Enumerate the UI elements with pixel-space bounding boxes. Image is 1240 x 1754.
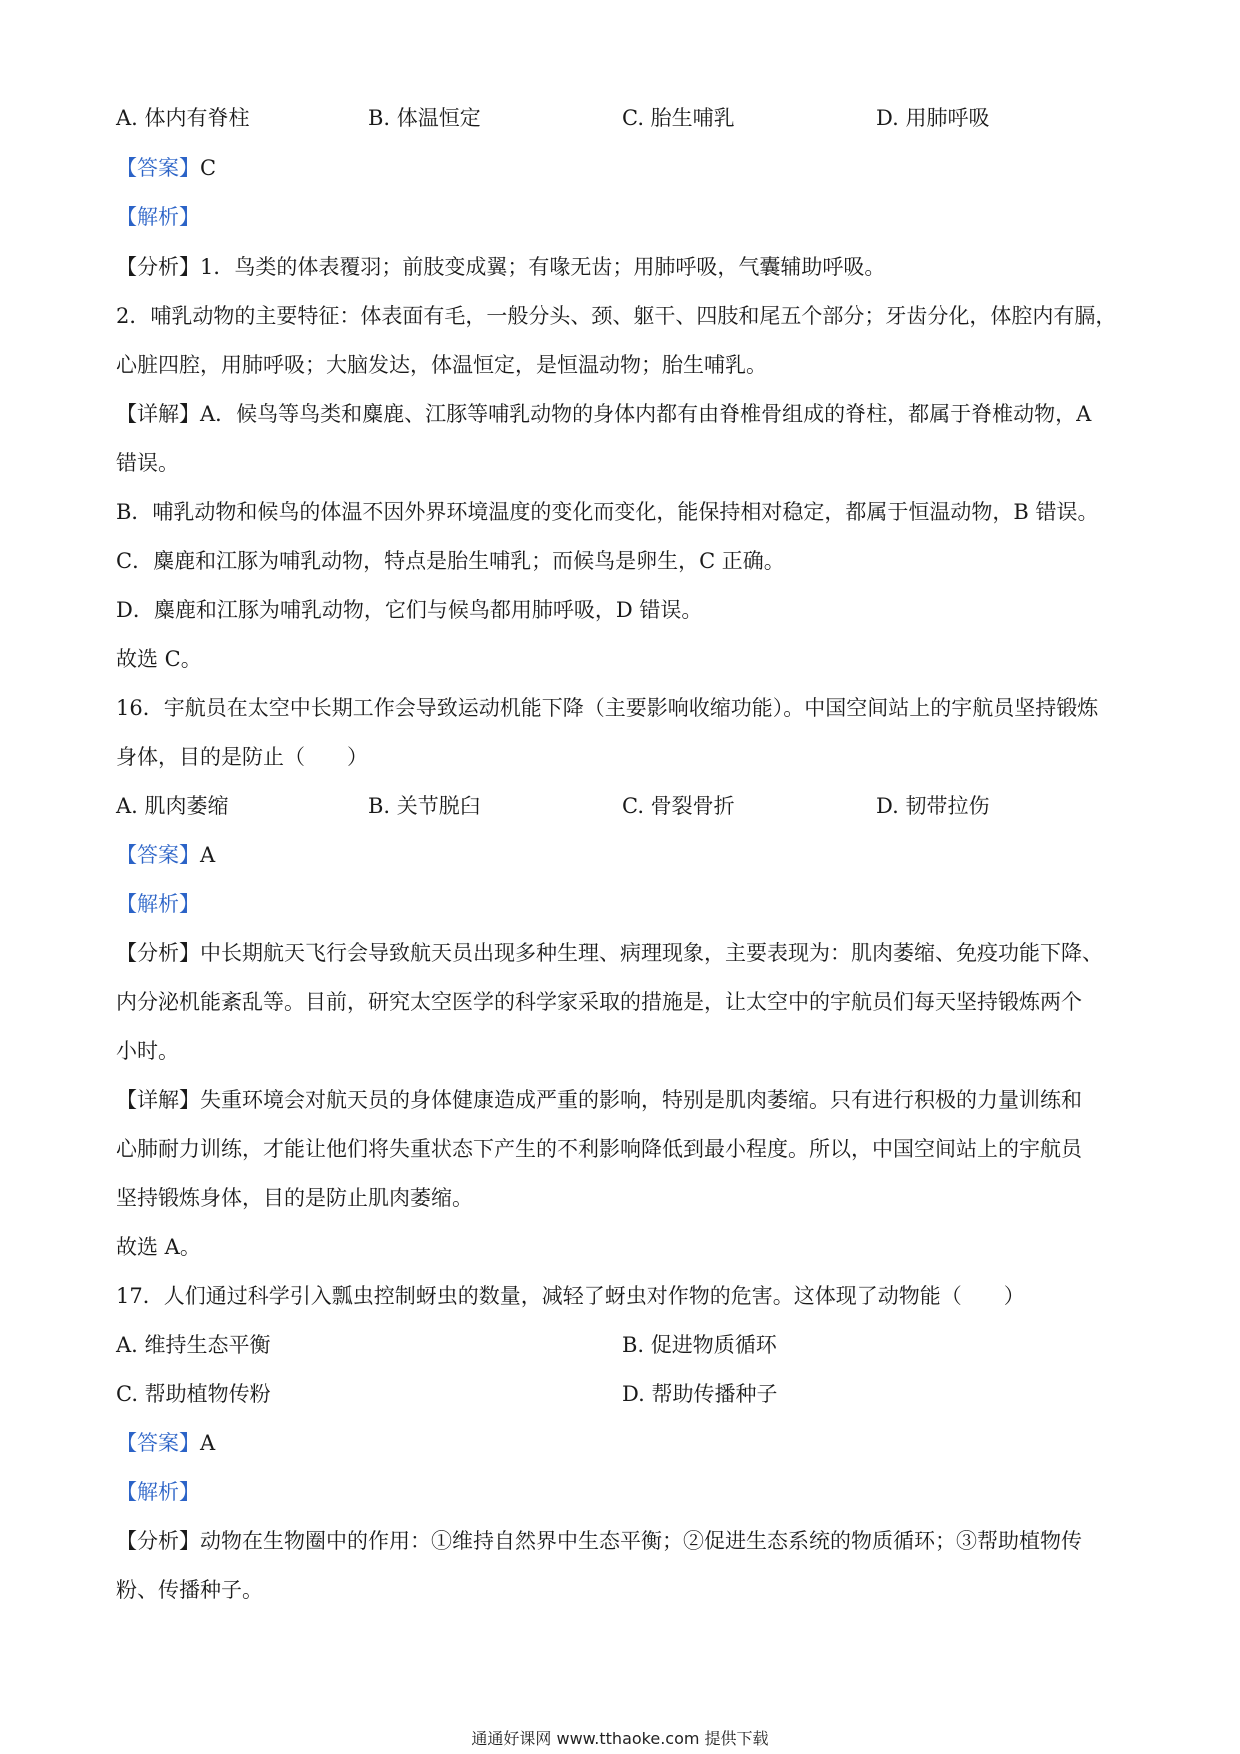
q15-option-c: C. 胎生哺乳 xyxy=(622,106,735,130)
q17-option-d: D. 帮助传播种子 xyxy=(622,1382,778,1406)
q15-choice: 故选 C。 xyxy=(116,647,202,671)
page-footer: 通通好课网 www.tthaoke.com 提供下载 xyxy=(471,1729,769,1748)
analysis-tag: 【解析】 xyxy=(116,205,200,229)
q16-option-a: A. 肌肉萎缩 xyxy=(116,794,229,818)
q17-fenxi-line2: 粉、传播种子。 xyxy=(116,1578,263,1602)
q16-option-b: B. 关节脱臼 xyxy=(368,794,481,818)
answer-tag: 【答案】 xyxy=(116,1431,200,1455)
q16-xiangjie-line3: 坚持锻炼身体，目的是防止肌肉萎缩。 xyxy=(116,1186,473,1210)
q16-option-c: C. 骨裂骨折 xyxy=(622,794,735,818)
q15-xiangjie-line1 xyxy=(116,400,1136,428)
fenxi-text: 1．鸟类的体表覆羽；前肢变成翼；有喙无齿；用肺呼吸，气囊辅助呼吸。 xyxy=(200,255,886,279)
q17-analysis-heading xyxy=(116,1478,1136,1506)
q15-xiangjie-c: C．麋鹿和江豚为哺乳动物，特点是胎生哺乳；而候鸟是卵生，C 正确。 xyxy=(116,549,785,573)
q16-stem-line1: 16．宇航员在太空中长期工作会导致运动机能下降（主要影响收缩功能）。中国空间站上的宇航员坚持锻炼 xyxy=(116,696,1099,720)
answer-value: A xyxy=(200,843,216,867)
q16-xiangjie-line1 xyxy=(116,1086,1136,1114)
answer-tag: 【答案】 xyxy=(116,156,200,180)
q15-option-b: B. 体温恒定 xyxy=(368,106,481,130)
analysis-tag: 【解析】 xyxy=(116,1480,200,1504)
q16-stem-line2: 身体，目的是防止（ ） xyxy=(116,745,368,769)
xiangjie-text: A．候鸟等鸟类和麋鹿、江豚等哺乳动物的身体内都有由脊椎骨组成的脊柱，都属于脊椎动物，A xyxy=(200,402,1092,426)
q17-stem: 17．人们通过科学引入瓢虫控制蚜虫的数量，减轻了蚜虫对作物的危害。这体现了动物能（ ） xyxy=(116,1284,1025,1308)
q15-fenxi-2-line2: 心脏四腔，用肺呼吸；大脑发达，体温恒定，是恒温动物；胎生哺乳。 xyxy=(116,353,767,377)
q15-answer xyxy=(116,154,1136,182)
q16-choice: 故选 A。 xyxy=(116,1235,201,1259)
xiangjie-text: 失重环境会对航天员的身体健康造成严重的影响，特别是肌肉萎缩。只有进行积极的力量训练和 xyxy=(200,1088,1082,1112)
analysis-tag: 【解析】 xyxy=(116,892,200,916)
q15-fenxi-1 xyxy=(116,253,1136,281)
q17-answer xyxy=(116,1429,1136,1457)
q16-answer xyxy=(116,841,1136,869)
answer-tag: 【答案】 xyxy=(116,843,200,867)
answer-value: A xyxy=(200,1431,216,1455)
q15-analysis-heading xyxy=(116,203,1136,231)
q15-option-d: D. 用肺呼吸 xyxy=(876,106,990,130)
q16-option-d: D. 韧带拉伤 xyxy=(876,794,990,818)
q15-xiangjie-line2: 错误。 xyxy=(116,451,179,475)
fenxi-text: 动物在生物圈中的作用：①维持自然界中生态平衡；②促进生态系统的物质循环；③帮助植物传 xyxy=(200,1529,1082,1553)
q16-analysis-heading xyxy=(116,890,1136,918)
fenxi-tag: 【分析】 xyxy=(116,255,200,279)
q15-xiangjie-b: B．哺乳动物和候鸟的体温不因外界环境温度的变化而变化，能保持相对稳定，都属于恒温动物，B 错误。 xyxy=(116,500,1099,524)
fenxi-tag: 【分析】 xyxy=(116,941,200,965)
answer-value: C xyxy=(200,156,217,180)
q15-option-a: A. 体内有脊柱 xyxy=(116,106,250,130)
fenxi-tag: 【分析】 xyxy=(116,1529,200,1553)
q15-xiangjie-d: D．麋鹿和江豚为哺乳动物，它们与候鸟都用肺呼吸，D 错误。 xyxy=(116,598,703,622)
xiangjie-tag: 【详解】 xyxy=(116,402,200,426)
q16-fenxi-line1 xyxy=(116,939,1136,967)
q16-xiangjie-line2: 心肺耐力训练，才能让他们将失重状态下产生的不利影响降低到最小程度。所以，中国空间站上的宇航员 xyxy=(116,1137,1082,1161)
q17-option-b: B. 促进物质循环 xyxy=(622,1333,777,1357)
q17-fenxi-line1 xyxy=(116,1527,1136,1555)
q17-option-c: C. 帮助植物传粉 xyxy=(116,1382,271,1406)
q16-fenxi-line2: 内分泌机能紊乱等。目前，研究太空医学的科学家采取的措施是，让太空中的宇航员们每天坚持锻炼两个 xyxy=(116,990,1082,1014)
q16-fenxi-line3: 小时。 xyxy=(116,1039,179,1063)
fenxi-text: 中长期航天飞行会导致航天员出现多种生理、病理现象，主要表现为：肌肉萎缩、免疫功能下降、 xyxy=(200,941,1103,965)
xiangjie-tag: 【详解】 xyxy=(116,1088,200,1112)
q15-fenxi-2-line1: 2．哺乳动物的主要特征：体表面有毛，一般分头、颈、躯干、四肢和尾五个部分；牙齿分化，体腔内有膈， xyxy=(116,304,1117,328)
q17-option-a: A. 维持生态平衡 xyxy=(116,1333,271,1357)
